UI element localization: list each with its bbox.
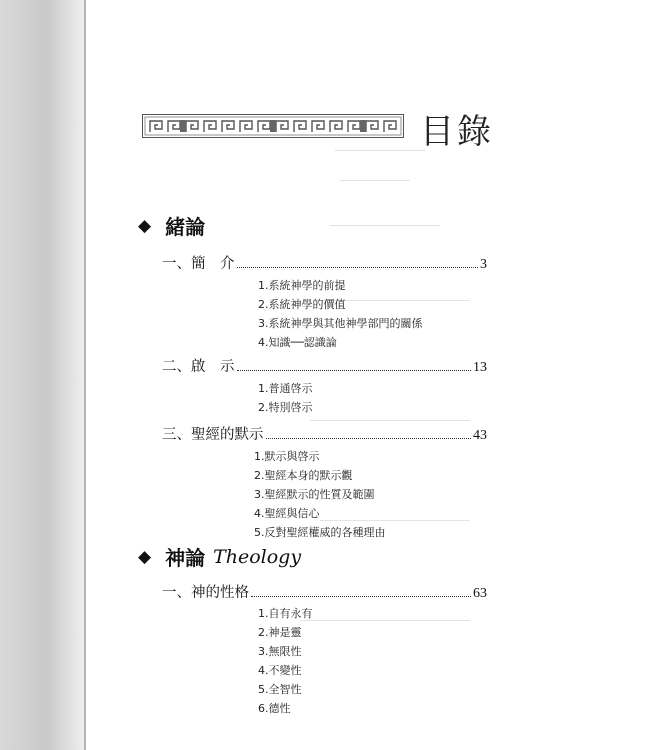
toc-entry-inspiration[interactable] (162, 423, 487, 444)
chapter-label: 二、啟 示 (162, 359, 235, 375)
fret-border-ornament (142, 114, 404, 138)
dot-leader (237, 369, 472, 371)
page-number: 3 (480, 257, 487, 272)
dot-leader (266, 437, 472, 439)
toc-entry-revelation[interactable] (162, 355, 487, 376)
dot-leader (251, 595, 471, 597)
diamond-bullet-icon: ◆ (138, 546, 152, 567)
toc-subitem: 1.默示與啓示 (254, 450, 320, 463)
toc-subitem: 1.自有永有 (258, 607, 313, 620)
toc-subitem: 4.知識──認識論 (258, 336, 337, 349)
chapter-label: 一、簡 介 (162, 256, 235, 272)
toc-subitem: 1.系統神學的前提 (258, 279, 346, 292)
toc-subitem: 6.德性 (258, 702, 291, 715)
toc-subitem: 2.神是靈 (258, 626, 302, 639)
toc-subitem: 4.不變性 (258, 664, 302, 677)
diamond-bullet-icon: ◆ (138, 215, 152, 236)
toc-subitem: 4.聖經與信心 (254, 507, 320, 520)
toc-subitem: 2.特別啓示 (258, 401, 313, 414)
toc-subitem: 3.聖經默示的性質及範圍 (254, 488, 375, 501)
toc-subitem: 3.系統神學與其他神學部門的關係 (258, 317, 423, 330)
toc-subitem: 3.無限性 (258, 645, 302, 658)
section-title: 緒論 (165, 215, 206, 239)
toc-subitem: 5.全智性 (258, 683, 302, 696)
toc-subitem: 2.聖經本身的默示觀 (254, 469, 353, 482)
section-introduction (138, 211, 205, 240)
page-number: 13 (473, 360, 487, 375)
toc-entry-brief-intro[interactable] (162, 252, 487, 273)
chapter-label: 一、神的性格 (162, 585, 249, 601)
toc-entry-nature-of-god[interactable] (162, 581, 487, 602)
section-title-english: Theology (213, 545, 302, 568)
toc-title: 目錄 (420, 112, 494, 152)
section-title: 神論 (165, 546, 206, 570)
toc-subitem: 2.系統神學的價值 (258, 298, 346, 311)
page-number: 63 (473, 586, 487, 601)
chapter-label: 三、聖經的默示 (162, 427, 264, 443)
dot-leader (237, 266, 479, 268)
toc-subitem: 1.普通啓示 (258, 382, 313, 395)
section-theology (138, 542, 301, 571)
page-number: 43 (473, 428, 487, 443)
toc-subitem: 5.反對聖經權威的各種理由 (254, 526, 386, 539)
